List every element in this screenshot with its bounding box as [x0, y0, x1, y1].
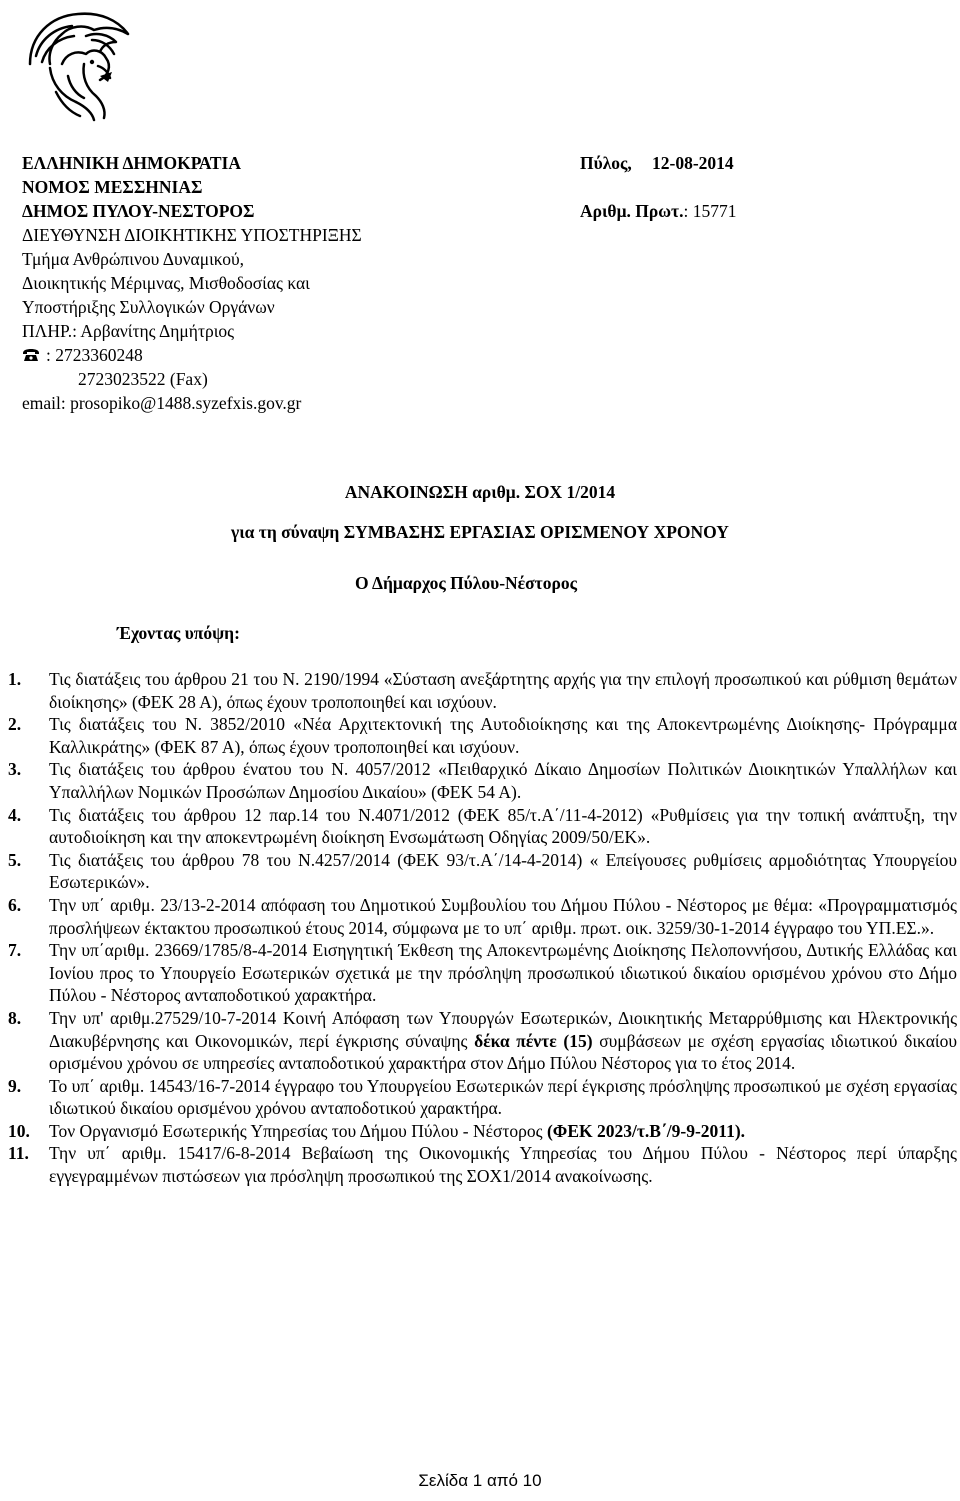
considering-heading: Έχοντας υπόψη:	[117, 623, 240, 643]
list-item: 9. Το υπ΄ αριθμ. 14543/16-7-2014 έγγραφο του Υπουργείου Εσωτερικών περί έγκρισης πρόσληψης προσωπικού με σχέση εργασίας ιδιωτικού δικαίου ορισμένου χρόνου ανταποδοτικού χαρακτήρα.	[8, 1075, 957, 1119]
department-line-2: Διοικητικής Μέριμνας, Μισθοδοσίας και	[22, 273, 310, 293]
page-number: Σελίδα 1 από 10	[418, 1471, 542, 1490]
announcement-title: ΑΝΑΚΟΙΝΩΣΗ αριθμ. ΣΟΧ 1/2014	[344, 482, 616, 502]
list-item: 7. Την υπ΄αριθμ. 23669/1785/8-4-2014 Εισηγητική Έκθεση της Αποκεντρωμένης Διοίκησης Πελοποννήσου, Δυτικής Ελλάδας και Ιονίου προς το Υπουργείο Εσωτερικών σχετικά με την πρόσληψη προσωπικού ιδιωτικού δικαίου ορισμένου χρόνου στο Δήμο Πύλου - Νέστορος ανταποδοτικού χαρακτήρα.	[8, 940, 957, 1006]
email-address[interactable]: email: prosopiko@1488.syzefxis.gov.gr	[22, 393, 302, 413]
department-line-1: Τμήμα Ανθρώπινου Δυναμικού,	[22, 249, 245, 269]
phone-number: : 2723360248	[46, 345, 143, 365]
list-item: 8. Την υπ' αριθμ.27529/10-7-2014 Κοινή Απόφαση των Υπουργών Εσωτερικών, Διοικητικής Μεταρρύθμισης και Ηλεκτρονικής Διακυβέρνησης και Οικονομικών, περί έγκρισης σύναψης δέκα πέντε (15) συμβάσεων με σχέση εργασίας ιδιωτικού δικαίου ορισμένου χρόνου σε υπηρεσίες ανταποδοτικού χαρακτήρα στον Δήμο Πύλου Νέστορος για το έτος 2014.	[8, 1007, 958, 1074]
considerations-list	[8, 668, 957, 1188]
winged-lion-emblem-icon	[22, 6, 137, 124]
list-item: 4. Τις διατάξεις του άρθρου 12 παρ.14 του Ν.4071/2012 (ΦΕΚ 85/τ.Α΄/11-4-2012) «Ρυθμίσεις για την τοπική ανάπτυξη, την αυτοδιοίκηση και την αποκεντρωμένη διοίκηση Ενσωμάτωση Οδηγίας 2009/50/ΕΚ».	[8, 804, 957, 848]
fax-number: 2723023522 (Fax)	[78, 369, 208, 389]
protocol-value: : 15771	[683, 201, 737, 221]
place-label: Πύλος,	[580, 153, 632, 173]
department-line-3: Υποστήριξης Συλλογικών Οργάνων	[22, 297, 275, 317]
list-item: 11. Την υπ΄ αριθμ. 15417/6-8-2014 Βεβαίωση της Οικονομικής Υπηρεσίας του Δήμου Πύλου - Νέστορος περί ύπαρξης εγγεγραμμένων πιστώσεων για πρόσληψη προσωπικού της ΣΟΧ1/2014 ανακοίνωσης.	[8, 1143, 957, 1187]
protocol-number	[580, 200, 736, 222]
mayor-heading: Ο Δήμαρχος Πύλου-Νέστορος	[355, 573, 577, 593]
document-date: 12-08-2014	[652, 153, 734, 173]
list-item: 3. Τις διατάξεις του άρθρου ένατου του Ν. 4057/2012 «Πειθαρχικό Δίκαιο Δημοσίων Πολιτικών Διοικητικών Υπαλλήλων και Υπαλλήλων Νομικών Προσώπων Δημοσίου Δικαίου» (ΦΕΚ 54 Α).	[8, 759, 957, 802]
list-item: 10. Τον Οργανισμό Εσωτερικής Υπηρεσίας του Δήμου Πύλου - Νέστορος (ΦΕΚ 2023/τ.Β΄/9-9-2011).	[8, 1120, 746, 1141]
list-item: 1. Τις διατάξεις του άρθρου 21 του Ν. 2190/1994 «Σύσταση ανεξάρτητης αρχής για την επιλογή προσωπικού και ρύθμιση θεμάτων διοίκησης» (ΦΕΚ 28 Α), όπως έχουν τροποποιηθεί και ισχύουν.	[8, 669, 957, 712]
announcement-subject: για τη σύναψη ΣΥΜΒΑΣΗΣ ΕΡΓΑΣΙΑΣ ΟΡΙΣΜΕΝΟΥ ΧΡΟΝΟΥ	[231, 522, 729, 542]
telephone-icon	[22, 348, 40, 362]
phone-line	[22, 344, 143, 366]
list-item: 5. Τις διατάξεις του άρθρου 78 του Ν.4257/2014 (ΦΕΚ 93/τ.Α΄/14-4-2014) « Επείγουσες ρυθμίσεις αρμοδιότητας Υπουργείου Εσωτερικών».	[8, 849, 957, 893]
municipality-name: ΔΗΜΟΣ ΠΥΛΟΥ-ΝΕΣΤΟΡΟΣ	[22, 201, 255, 221]
list-item: 2. Τις διατάξεις του Ν. 3852/2010 «Νέα Αρχιτεκτονική της Αυτοδιοίκησης και της Αποκεντρωμένης Διοίκησης- Πρόγραμμα Καλλικράτης» (ΦΕΚ 87 Α), όπως έχουν τροποποιηθεί και ισχύουν.	[8, 714, 957, 757]
contact-person: ΠΛΗΡ.: Αρβανίτης Δημήτριος	[22, 321, 235, 341]
prefecture-name: ΝΟΜΟΣ ΜΕΣΣΗΝΙΑΣ	[22, 177, 203, 197]
list-item: 6. Την υπ΄ αριθμ. 23/13-2-2014 απόφαση του Δημοτικού Συμβουλίου του Δήμου Πύλου - Νέστορος με θέμα: «Προγραμματισμός προσλήψεων έκτακτου προσωπικού έτους 2014, σύμφωνα με το υπ΄ αριθμ. πρωτ. οικ. 3259/30-1-2014 έγγραφο του ΥΠ.ΕΣ.».	[8, 894, 957, 938]
directorate-name: ΔΙΕΥΘΥΝΣΗ ΔΙΟΙΚΗΤΙΚΗΣ ΥΠΟΣΤΗΡΙΞΗΣ	[22, 225, 362, 245]
protocol-label: Αριθμ. Πρωτ.	[580, 201, 684, 221]
country-name: ΕΛΛΗΝΙΚΗ ΔΗΜΟΚΡΑΤΙΑ	[22, 153, 241, 173]
